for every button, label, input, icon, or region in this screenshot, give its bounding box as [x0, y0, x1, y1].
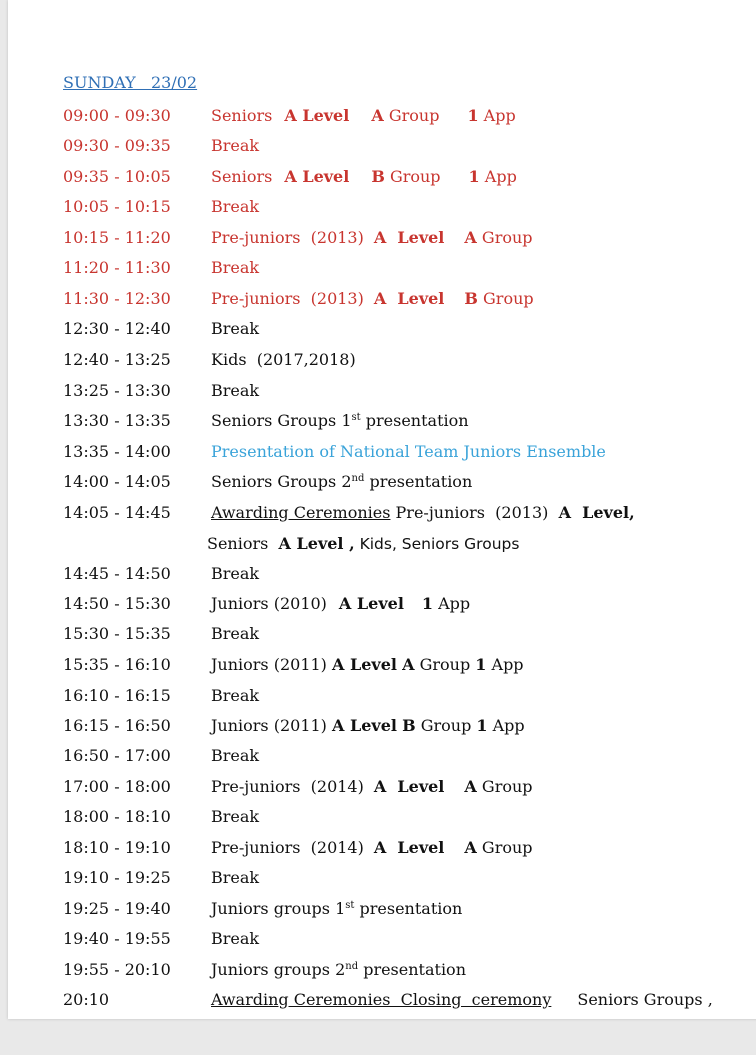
event-description: Break	[211, 624, 260, 643]
time-range: 18:10 - 19:10	[63, 838, 171, 857]
event-description: Juniors (2011) A Level A Group 1 App	[211, 655, 524, 674]
time-range: 09:30 - 09:35	[63, 136, 171, 155]
time-range: 10:05 - 10:15	[63, 197, 171, 216]
schedule-row	[63, 715, 525, 737]
time-range: 09:00 - 09:30	[63, 106, 171, 125]
schedule-row	[63, 196, 260, 218]
time-range: 15:30 - 15:35	[63, 624, 171, 643]
event-description: Break	[211, 564, 260, 583]
time-range: 14:05 - 14:45	[63, 503, 171, 522]
time-range: 16:10 - 16:15	[63, 686, 171, 705]
event-description: Break	[211, 381, 260, 400]
time-range: 16:15 - 16:50	[63, 716, 171, 735]
time-range: 14:50 - 15:30	[63, 594, 171, 613]
time-range: 19:25 - 19:40	[63, 899, 171, 918]
schedule-row	[63, 471, 473, 493]
schedule-row-continuation	[63, 533, 520, 555]
schedule-row	[63, 898, 463, 920]
schedule-row	[63, 166, 517, 188]
event-description: Pre-juniors (2013) A Level A Group	[211, 228, 533, 247]
time-range: 20:10	[63, 990, 110, 1009]
event-description: Break	[211, 929, 260, 948]
schedule-row	[63, 745, 260, 767]
event-description: Seniors A Level A Group 1 App	[211, 106, 516, 125]
time-range: 09:35 - 10:05	[63, 167, 171, 186]
schedule-row	[63, 318, 260, 340]
event-description: Seniors Groups 2nd presentation	[211, 472, 473, 491]
schedule-row	[63, 105, 516, 127]
schedule-row	[63, 685, 260, 707]
schedule-row	[63, 989, 713, 1011]
event-description: Break	[211, 319, 260, 338]
schedule-row	[63, 227, 533, 249]
time-range: 13:35 - 14:00	[63, 442, 171, 461]
event-description: Seniors A Level B Group 1 App	[211, 167, 517, 186]
time-range: 17:00 - 18:00	[63, 777, 171, 796]
event-description: Kids (2017,2018)	[211, 350, 356, 369]
schedule-row	[63, 380, 260, 402]
schedule-row	[63, 257, 260, 279]
event-description: Juniors groups 1st presentation	[211, 899, 463, 918]
time-range: 13:30 - 13:35	[63, 411, 171, 430]
event-description: Juniors groups 2nd presentation	[211, 960, 466, 979]
event-description: Break	[211, 686, 260, 705]
schedule-row	[63, 837, 533, 859]
time-range: 12:30 - 12:40	[63, 319, 171, 338]
time-range: 11:30 - 12:30	[63, 289, 171, 308]
schedule-row	[63, 593, 471, 615]
schedule-row	[63, 502, 635, 524]
event-description: Pre-juniors (2014) A Level A Group	[211, 838, 533, 857]
time-range: 19:55 - 20:10	[63, 960, 171, 979]
event-description: Awarding Ceremonies Pre-juniors (2013) A Level,	[211, 503, 635, 522]
schedule-row	[63, 776, 533, 798]
time-range: 12:40 - 13:25	[63, 350, 171, 369]
event-description: Presentation of National Team Juniors Ensemble	[211, 442, 606, 461]
schedule-row	[63, 654, 524, 676]
event-description: Pre-juniors (2014) A Level A Group	[211, 777, 533, 796]
event-description: Break	[211, 197, 260, 216]
event-description: Awarding Ceremonies Closing ceremony Seniors Groups ,	[211, 990, 713, 1009]
schedule-row	[63, 806, 260, 828]
time-range: 14:00 - 14:05	[63, 472, 171, 491]
time-range: 19:40 - 19:55	[63, 929, 171, 948]
event-description: Juniors (2011) A Level B Group 1 App	[211, 716, 525, 735]
time-range: 16:50 - 17:00	[63, 746, 171, 765]
schedule-row	[63, 928, 260, 950]
day-heading: SUNDAY 23/02	[63, 73, 198, 92]
event-description: Break	[211, 746, 260, 765]
event-description: Seniors Groups 1st presentation	[211, 411, 469, 430]
schedule-row	[63, 563, 260, 585]
event-description: Juniors (2010) A Level 1 App	[211, 594, 471, 613]
schedule-row	[63, 410, 469, 432]
time-range: 11:20 - 11:30	[63, 258, 171, 277]
schedule-row	[63, 441, 606, 463]
time-range: 19:10 - 19:25	[63, 868, 171, 887]
time-range: 10:15 - 11:20	[63, 228, 171, 247]
time-range: 15:35 - 16:10	[63, 655, 171, 674]
time-range: 14:45 - 14:50	[63, 564, 171, 583]
event-description: Pre-juniors (2013) A Level B Group	[211, 289, 534, 308]
event-description: Seniors A Level , Kids, Seniors Groups	[207, 534, 520, 553]
schedule-row	[63, 623, 260, 645]
event-description: Break	[211, 868, 260, 887]
time-range: 18:00 - 18:10	[63, 807, 171, 826]
schedule-row	[63, 135, 260, 157]
event-description: Break	[211, 258, 260, 277]
schedule-row	[63, 288, 534, 310]
schedule-row	[63, 349, 356, 371]
event-description: Break	[211, 807, 260, 826]
schedule-row	[63, 959, 466, 981]
event-description: Break	[211, 136, 260, 155]
time-range: 13:25 - 13:30	[63, 381, 171, 400]
schedule-row	[63, 867, 260, 889]
